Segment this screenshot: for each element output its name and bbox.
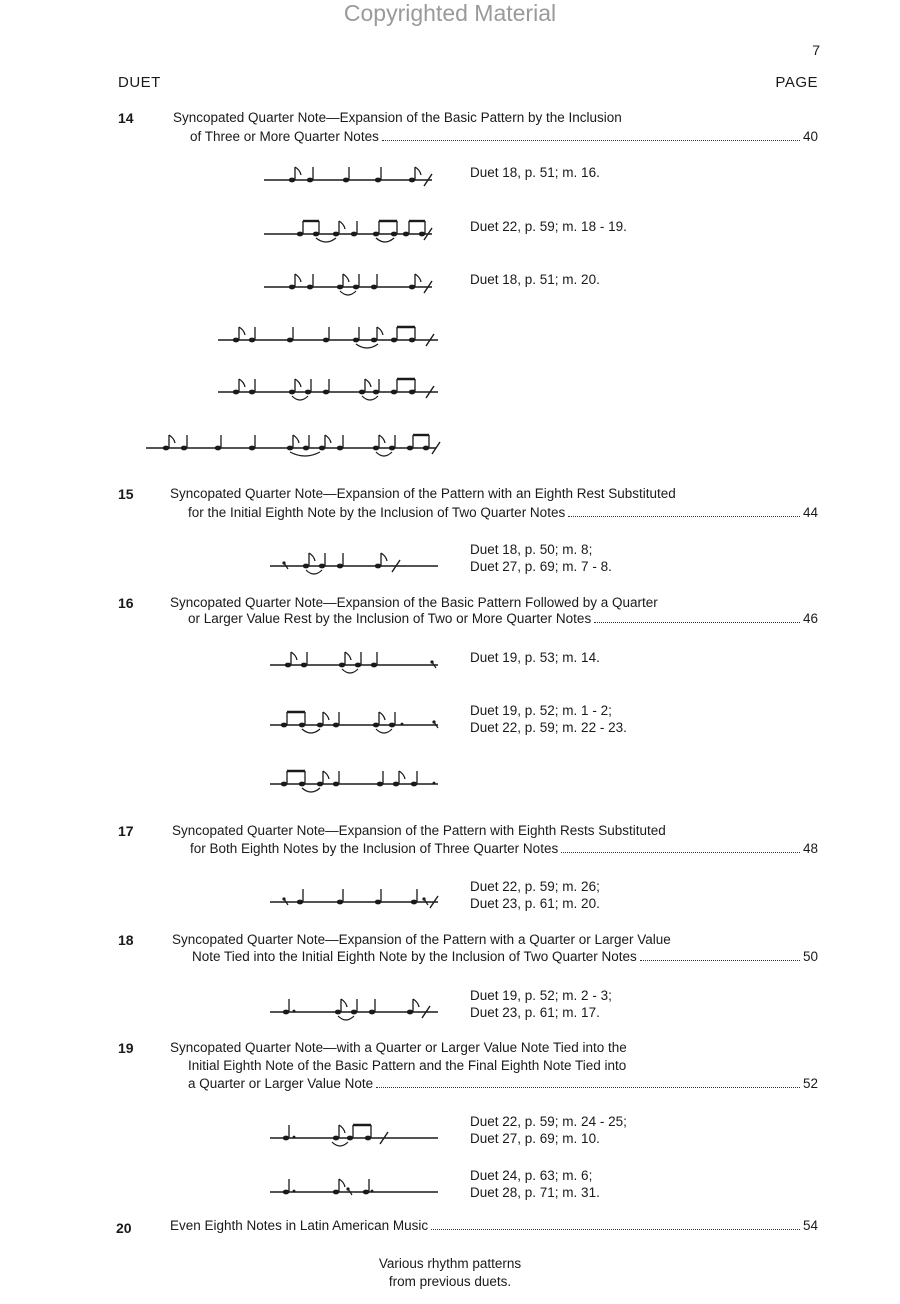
note-head	[359, 390, 365, 395]
note-head	[215, 446, 221, 451]
section-number: 14	[118, 110, 134, 126]
toc-entry[interactable]	[190, 129, 818, 144]
rhythm-pattern	[216, 372, 446, 406]
note-head	[289, 390, 295, 395]
note-flag	[323, 712, 329, 720]
note-head	[303, 446, 309, 451]
leader-dots	[382, 140, 800, 141]
rhythm-pattern	[268, 645, 448, 675]
note-head	[391, 338, 397, 343]
section-title-line: Initial Eighth Note of the Basic Pattern and the Final Eighth Note Tied into	[188, 1058, 627, 1073]
note-head	[301, 663, 307, 668]
section-title-line: Syncopated Quarter Note—Expansion of the Pattern with a Quarter or Larger Value	[172, 932, 671, 947]
note-head	[343, 178, 349, 183]
note-head	[333, 232, 339, 237]
section-number: 18	[118, 932, 134, 948]
duet-reference: Duet 19, p. 52; m. 1 - 2;	[470, 703, 612, 718]
note-head	[389, 723, 395, 728]
note-head	[409, 285, 415, 290]
leader-dots	[640, 960, 800, 961]
note-head	[249, 446, 255, 451]
watermark: Copyrighted Material	[343, 0, 557, 26]
note-head	[287, 446, 293, 451]
duet-reference: Duet 23, p. 61; m. 17.	[470, 1005, 600, 1020]
section-title-line: Even Eighth Notes in Latin American Music	[170, 1218, 429, 1233]
note-head	[371, 663, 377, 668]
note-head	[233, 390, 239, 395]
rhythm-pattern	[216, 320, 446, 354]
rhythm-pattern	[262, 214, 442, 244]
note-head	[355, 663, 361, 668]
rhythm-pattern	[268, 992, 448, 1022]
toc-entry[interactable]	[188, 611, 818, 626]
section-number: 16	[118, 595, 134, 611]
rhythm-pattern	[268, 546, 448, 576]
note-head	[163, 446, 169, 451]
header-page: PAGE	[775, 74, 818, 91]
rhythm-pattern	[268, 1118, 448, 1148]
tie	[342, 669, 358, 673]
note-head	[377, 782, 383, 787]
page-ref: 52	[802, 1076, 818, 1091]
section-number: 20	[116, 1220, 132, 1236]
note-head	[373, 232, 379, 237]
note-head	[181, 446, 187, 451]
leader-dots	[594, 622, 800, 623]
footer-line: Various rhythm patterns	[378, 1256, 522, 1271]
duet-reference: Duet 19, p. 53; m. 14.	[470, 650, 600, 665]
note-head	[337, 564, 343, 569]
note-flag	[415, 167, 421, 175]
note-head	[307, 178, 313, 183]
note-flag	[169, 435, 175, 443]
note-flag	[339, 1179, 345, 1187]
note-head	[335, 1010, 341, 1015]
note-head	[371, 338, 377, 343]
tie	[316, 238, 336, 242]
rhythm-pattern	[268, 705, 448, 735]
note-head	[351, 232, 357, 237]
note-head	[281, 782, 287, 787]
note-head	[411, 782, 417, 787]
toc-entry[interactable]	[188, 505, 818, 520]
section-number: 17	[118, 823, 134, 839]
note-head	[409, 338, 415, 343]
note-head	[333, 723, 339, 728]
note-head	[369, 1010, 375, 1015]
tie	[340, 291, 356, 295]
footer-line: from previous duets.	[388, 1274, 512, 1289]
note-head	[353, 285, 359, 290]
note-head	[337, 900, 343, 905]
note-flag	[323, 771, 329, 779]
note-head	[289, 178, 295, 183]
note-head	[303, 564, 309, 569]
dot	[293, 1136, 296, 1139]
section-title-line: for Both Eighth Notes by the Inclusion of Three Quarter Notes	[190, 841, 559, 856]
note-head	[319, 446, 325, 451]
duet-reference: Duet 22, p. 59; m. 22 - 23.	[470, 720, 627, 735]
rhythm-pattern	[268, 764, 448, 794]
note-head	[363, 1190, 369, 1195]
note-head	[333, 782, 339, 787]
note-head	[373, 446, 379, 451]
note-head	[373, 390, 379, 395]
tie	[376, 452, 392, 456]
note-head	[323, 390, 329, 395]
note-head	[391, 390, 397, 395]
toc-entry[interactable]	[188, 1076, 818, 1091]
note-head	[307, 285, 313, 290]
note-head	[371, 285, 377, 290]
tie	[362, 396, 378, 400]
note-head	[283, 1190, 289, 1195]
section-title-line: Syncopated Quarter Note—Expansion of the Basic Pattern Followed by a Quarter	[170, 595, 658, 610]
toc-entry[interactable]	[170, 1218, 818, 1233]
tie	[356, 344, 378, 348]
note-head	[281, 723, 287, 728]
duet-reference: Duet 27, p. 69; m. 10.	[470, 1131, 600, 1146]
section-number: 15	[118, 486, 134, 502]
tie	[292, 396, 308, 400]
page-ref: 44	[802, 505, 818, 520]
dot	[413, 390, 416, 393]
section-number: 19	[118, 1040, 134, 1056]
rhythm-pattern	[262, 160, 442, 190]
note-head	[317, 723, 323, 728]
rhythm-pattern	[144, 428, 444, 462]
note-head	[407, 1010, 413, 1015]
page-ref: 48	[802, 841, 818, 856]
rhythm-pattern	[268, 1172, 448, 1202]
note-head	[411, 900, 417, 905]
note-flag	[415, 274, 421, 282]
page-ref: 40	[802, 129, 818, 144]
note-flag	[365, 379, 371, 387]
leader-dots	[376, 1087, 800, 1088]
duet-reference: Duet 27, p. 69; m. 7 - 8.	[470, 559, 612, 574]
tie	[376, 729, 392, 733]
note-head	[249, 338, 255, 343]
note-head	[337, 446, 343, 451]
note-flag	[309, 553, 315, 561]
dot	[371, 1190, 374, 1193]
leader-dots	[431, 1229, 800, 1230]
note-head	[299, 782, 305, 787]
page-number: 7	[812, 42, 820, 58]
duet-reference: Duet 18, p. 50; m. 8;	[470, 542, 593, 557]
note-head	[297, 900, 303, 905]
leader-dots	[568, 516, 800, 517]
dot	[293, 1010, 296, 1013]
note-head	[299, 723, 305, 728]
tie	[338, 1016, 354, 1020]
note-head	[283, 1010, 289, 1015]
dot	[401, 723, 404, 726]
note-head	[407, 446, 413, 451]
note-head	[333, 1136, 339, 1141]
note-flag	[377, 327, 383, 335]
rhythm-pattern	[268, 882, 448, 912]
section-title-line: for the Initial Eighth Note by the Inclusion of Two Quarter Notes	[188, 505, 566, 520]
tie	[306, 570, 322, 574]
tie	[302, 729, 320, 733]
dot	[433, 782, 436, 785]
note-head	[305, 390, 311, 395]
leader-dots	[561, 852, 800, 853]
tie	[376, 238, 394, 242]
section-title-line: or Larger Value Rest by the Inclusion of Two or More Quarter Notes	[188, 611, 592, 626]
section-title-line: of Three or More Quarter Notes	[190, 129, 379, 144]
note-head	[391, 232, 397, 237]
note-flag	[239, 327, 245, 335]
note-head	[365, 1136, 371, 1141]
note-head	[249, 390, 255, 395]
note-head	[287, 338, 293, 343]
note-flag	[379, 435, 385, 443]
section-title-line: Syncopated Quarter Note—Expansion of the Basic Pattern by the Inclusion	[173, 110, 622, 125]
section-title-line: Syncopated Quarter Note—Expansion of the Pattern with Eighth Rests Substituted	[172, 823, 666, 838]
tie	[302, 788, 320, 792]
duet-reference: Duet 18, p. 51; m. 20.	[470, 272, 600, 287]
duet-reference: Duet 23, p. 61; m. 20.	[470, 896, 600, 911]
toc-entry[interactable]	[190, 841, 818, 856]
note-flag	[325, 435, 331, 443]
tie	[332, 1142, 348, 1146]
dot	[293, 1190, 296, 1193]
note-head	[403, 232, 409, 237]
duet-reference: Duet 28, p. 71; m. 31.	[470, 1185, 600, 1200]
duet-reference: Duet 22, p. 59; m. 26;	[470, 879, 600, 894]
note-head	[409, 178, 415, 183]
note-head	[375, 900, 381, 905]
toc-entry[interactable]	[192, 949, 818, 964]
note-head	[337, 285, 343, 290]
rhythm-pattern	[262, 267, 442, 297]
duet-reference: Duet 22, p. 59; m. 18 - 19.	[470, 219, 627, 234]
header-duet: DUET	[118, 74, 161, 91]
page-ref: 50	[802, 949, 818, 964]
note-head	[347, 1136, 353, 1141]
note-head	[319, 564, 325, 569]
note-flag	[341, 999, 347, 1007]
note-head	[353, 338, 359, 343]
section-title-line: Syncopated Quarter Note—with a Quarter or Larger Value Note Tied into the	[170, 1040, 627, 1055]
duet-reference: Duet 19, p. 52; m. 2 - 3;	[470, 988, 612, 1003]
note-flag	[293, 435, 299, 443]
note-head	[283, 1136, 289, 1141]
note-head	[285, 663, 291, 668]
note-flag	[291, 652, 297, 660]
note-flag	[345, 652, 351, 660]
note-head	[389, 446, 395, 451]
duet-reference: Duet 18, p. 51; m. 16.	[470, 165, 600, 180]
note-flag	[339, 221, 345, 229]
note-flag	[295, 167, 301, 175]
note-flag	[339, 1125, 345, 1133]
duet-reference: Duet 22, p. 59; m. 24 - 25;	[470, 1114, 627, 1129]
section-title-line: a Quarter or Larger Value Note	[188, 1076, 374, 1091]
note-flag	[379, 712, 385, 720]
duet-reference: Duet 24, p. 63; m. 6;	[470, 1168, 593, 1183]
note-flag	[399, 771, 405, 779]
note-flag	[413, 999, 419, 1007]
note-flag	[381, 553, 387, 561]
note-head	[393, 782, 399, 787]
note-head	[313, 232, 319, 237]
note-head	[423, 446, 429, 451]
note-head	[351, 1010, 357, 1015]
note-flag	[295, 274, 301, 282]
note-head	[375, 564, 381, 569]
note-flag	[239, 379, 245, 387]
page-ref: 46	[802, 611, 818, 626]
section-title-line: Note Tied into the Initial Eighth Note by the Inclusion of Two Quarter Notes	[192, 949, 637, 964]
note-head	[289, 285, 295, 290]
note-head	[373, 723, 379, 728]
note-head	[333, 1190, 339, 1195]
note-head	[339, 663, 345, 668]
page-ref: 54	[802, 1218, 818, 1233]
note-head	[375, 178, 381, 183]
tie	[290, 452, 320, 456]
section-title-line: Syncopated Quarter Note—Expansion of the Pattern with an Eighth Rest Substituted	[170, 486, 676, 501]
note-head	[317, 782, 323, 787]
note-head	[233, 338, 239, 343]
note-flag	[343, 274, 349, 282]
note-flag	[295, 379, 301, 387]
note-head	[297, 232, 303, 237]
note-head	[419, 232, 425, 237]
note-head	[323, 338, 329, 343]
